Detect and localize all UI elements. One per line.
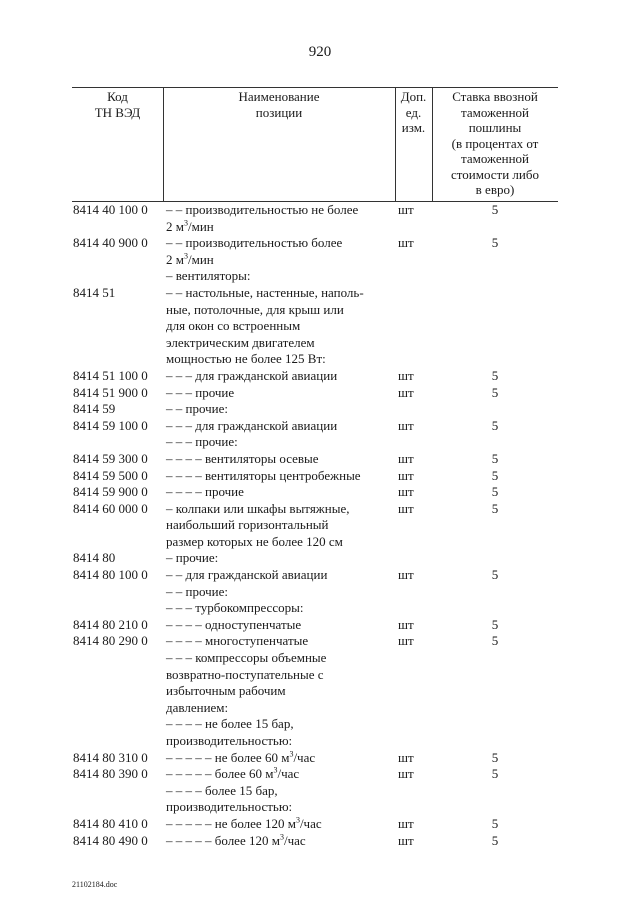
table-row (0, 202, 640, 235)
additional-unit: шт (398, 450, 414, 466)
position-description (166, 567, 398, 584)
description-line: – – – для гражданской авиации (166, 417, 338, 433)
position-description (166, 368, 398, 385)
description-line: 2 $м^3$/мин (166, 218, 214, 234)
tnved-code: 8414 80 310 0 (73, 749, 148, 765)
position-description (166, 600, 398, 617)
position-description (166, 716, 398, 749)
tnved-code: 8414 51 (73, 284, 116, 300)
description-line: – – производительностью более (166, 235, 343, 251)
position-description (166, 202, 398, 235)
description-line: мощностью не более 125 Вт: (166, 351, 326, 367)
tnved-code: 8414 59 900 0 (73, 484, 148, 500)
table-row (0, 816, 640, 833)
duty-rate: 5 (491, 815, 499, 831)
description-line: – – прочие: (166, 583, 228, 599)
additional-unit: шт (398, 616, 414, 632)
additional-unit: шт (398, 367, 414, 383)
description-line: – – – – одноступенчатые (166, 616, 302, 632)
position-description (166, 633, 398, 650)
table-row (0, 783, 640, 816)
table-row (0, 451, 640, 468)
page-number: 920 (308, 44, 332, 60)
additional-unit: шт (398, 832, 414, 848)
superscript-3: 3 (279, 832, 284, 842)
position-description (166, 434, 398, 451)
position-description (166, 418, 398, 435)
duty-rate: 5 (491, 450, 499, 466)
table-row (0, 418, 640, 435)
table-row (0, 501, 640, 551)
header-rate: Ставка ввозной таможенной пошлины (в процентах от таможенной стоимости либо в евро) (450, 89, 539, 197)
duty-rate: 5 (491, 384, 499, 400)
superscript-3: 3 (183, 218, 188, 228)
table-row (0, 567, 640, 584)
table-top-rule (72, 87, 558, 88)
tnved-code: 8414 59 (73, 401, 116, 417)
description-line: возвратно-поступательные с (166, 666, 324, 682)
additional-unit: шт (398, 417, 414, 433)
description-line: – – – турбокомпрессоры: (166, 600, 304, 616)
additional-unit: шт (398, 766, 414, 782)
tnved-code: 8414 40 100 0 (73, 202, 148, 217)
additional-unit: шт (398, 384, 414, 400)
description-line: – – для гражданской авиации (166, 567, 328, 583)
additional-unit: шт (398, 467, 414, 483)
header-unit: Доп. ед. изм. (400, 89, 427, 135)
table-row (0, 468, 640, 485)
tariff-table-body (0, 202, 640, 849)
duty-rate: 5 (491, 417, 499, 433)
position-description (166, 833, 398, 850)
duty-rate: 5 (491, 616, 499, 632)
additional-unit: шт (398, 202, 414, 217)
additional-unit: шт (398, 633, 414, 649)
tnved-code: 8414 80 490 0 (73, 832, 148, 848)
table-row (0, 235, 640, 268)
description-line: наибольший горизонтальный (166, 517, 329, 533)
description-line: – – – – – более 60 $м^3$/час (166, 765, 300, 782)
tnved-code: 8414 59 300 0 (73, 450, 148, 466)
superscript-3: 3 (289, 749, 294, 759)
duty-rate: 5 (491, 367, 499, 383)
description-line: – вентиляторы: (166, 268, 251, 284)
table-row (0, 385, 640, 402)
duty-rate: 5 (491, 467, 499, 483)
description-line: – – – – не более 15 бар, (166, 716, 294, 732)
tnved-code: 8414 80 390 0 (73, 766, 148, 782)
duty-rate: 5 (491, 500, 499, 516)
description-line: – – – – – не более 120 $м^3$/час (166, 815, 322, 831)
description-line: – – настольные, настенные, наполь- (166, 284, 364, 300)
header-code: Код ТН ВЭД (94, 89, 141, 120)
position-description (166, 501, 398, 551)
duty-rate: 5 (491, 202, 499, 217)
position-description (166, 468, 398, 485)
tnved-code: 8414 40 900 0 (73, 235, 148, 251)
description-line: – прочие: (166, 550, 219, 566)
description-line: – – – прочие: (166, 434, 238, 450)
table-row (0, 766, 640, 783)
duty-rate: 5 (491, 567, 499, 583)
description-line: производительностью: (166, 733, 293, 748)
description-line: ные, потолочные, для крыш или (166, 301, 344, 317)
description-line: – – – – вентиляторы осевые (166, 450, 319, 466)
description-line: – – производительностью не более (166, 202, 359, 217)
table-row (0, 401, 640, 418)
description-line: электрическим двигателем (166, 334, 315, 350)
additional-unit: шт (398, 500, 414, 516)
tnved-code: 8414 59 500 0 (73, 467, 148, 483)
table-row (0, 550, 640, 567)
description-line: – – – компрессоры объемные (166, 650, 327, 666)
position-description (166, 285, 398, 368)
table-row (0, 750, 640, 767)
table-row (0, 268, 640, 285)
tnved-code: 8414 51 900 0 (73, 384, 148, 400)
table-row (0, 650, 640, 716)
header-name: Наименование позиции (238, 89, 320, 120)
additional-unit: шт (398, 815, 414, 831)
superscript-3: 3 (273, 765, 278, 775)
position-description (166, 783, 398, 816)
table-row (0, 617, 640, 634)
position-description (166, 766, 398, 783)
table-row (0, 484, 640, 501)
tnved-code: 8414 80 210 0 (73, 616, 148, 632)
table-row (0, 285, 640, 368)
additional-unit: шт (398, 567, 414, 583)
position-description (166, 584, 398, 601)
additional-unit: шт (398, 484, 414, 500)
additional-unit: шт (398, 235, 414, 251)
table-row (0, 584, 640, 601)
position-description (166, 650, 398, 716)
description-line: размер которых не более 120 см (166, 533, 343, 549)
description-line: – – – прочие (166, 384, 235, 400)
duty-rate: 5 (491, 832, 499, 848)
description-line: 2 $м^3$/мин (166, 251, 214, 267)
superscript-3: 3 (295, 815, 300, 825)
position-description (166, 268, 398, 285)
description-line: производительностью: (166, 799, 293, 815)
duty-rate: 5 (491, 749, 499, 765)
position-description (166, 385, 398, 402)
position-description (166, 750, 398, 767)
description-line: – – – – прочие (166, 484, 244, 500)
duty-rate: 5 (491, 766, 499, 782)
additional-unit: шт (398, 749, 414, 765)
duty-rate: 5 (491, 235, 499, 251)
duty-rate: 5 (491, 484, 499, 500)
table-row (0, 434, 640, 451)
tnved-code: 8414 51 100 0 (73, 367, 148, 383)
position-description (166, 617, 398, 634)
tnved-code: 8414 59 100 0 (73, 417, 148, 433)
tnved-code: 8414 80 290 0 (73, 633, 148, 649)
description-line: – – – для гражданской авиации (166, 367, 338, 383)
tnved-code: 8414 80 100 0 (73, 567, 148, 583)
position-description (166, 235, 398, 268)
description-line: – – – – многоступенчатые (166, 633, 309, 649)
description-line: для окон со встроенным (166, 318, 301, 334)
table-row (0, 633, 640, 650)
position-description (166, 451, 398, 468)
table-row (0, 716, 640, 749)
position-description (166, 401, 398, 418)
position-description (166, 484, 398, 501)
description-line: – – – – – более 120 $м^3$/час (166, 832, 306, 848)
tnved-code: 8414 80 410 0 (73, 815, 148, 831)
table-row (0, 600, 640, 617)
description-line: – – прочие: (166, 401, 228, 417)
position-description (166, 550, 398, 567)
table-row (0, 368, 640, 385)
description-line: – – – – более 15 бар, (166, 782, 278, 798)
description-line: – колпаки или шкафы вытяжные, (166, 500, 350, 516)
superscript-3: 3 (183, 251, 188, 261)
description-line: – – – – – не более 60 $м^3$/час (166, 749, 316, 765)
tnved-code: 8414 80 (73, 550, 116, 566)
tnved-code: 8414 60 000 0 (73, 500, 148, 516)
description-line: давлением: (166, 699, 229, 715)
description-line: избыточным рабочим (166, 683, 286, 699)
footer-filename: 21102184.doc (72, 880, 118, 889)
duty-rate: 5 (491, 633, 499, 649)
position-description (166, 816, 398, 833)
description-line: – – – – вентиляторы центробежные (166, 467, 361, 483)
table-row (0, 833, 640, 850)
